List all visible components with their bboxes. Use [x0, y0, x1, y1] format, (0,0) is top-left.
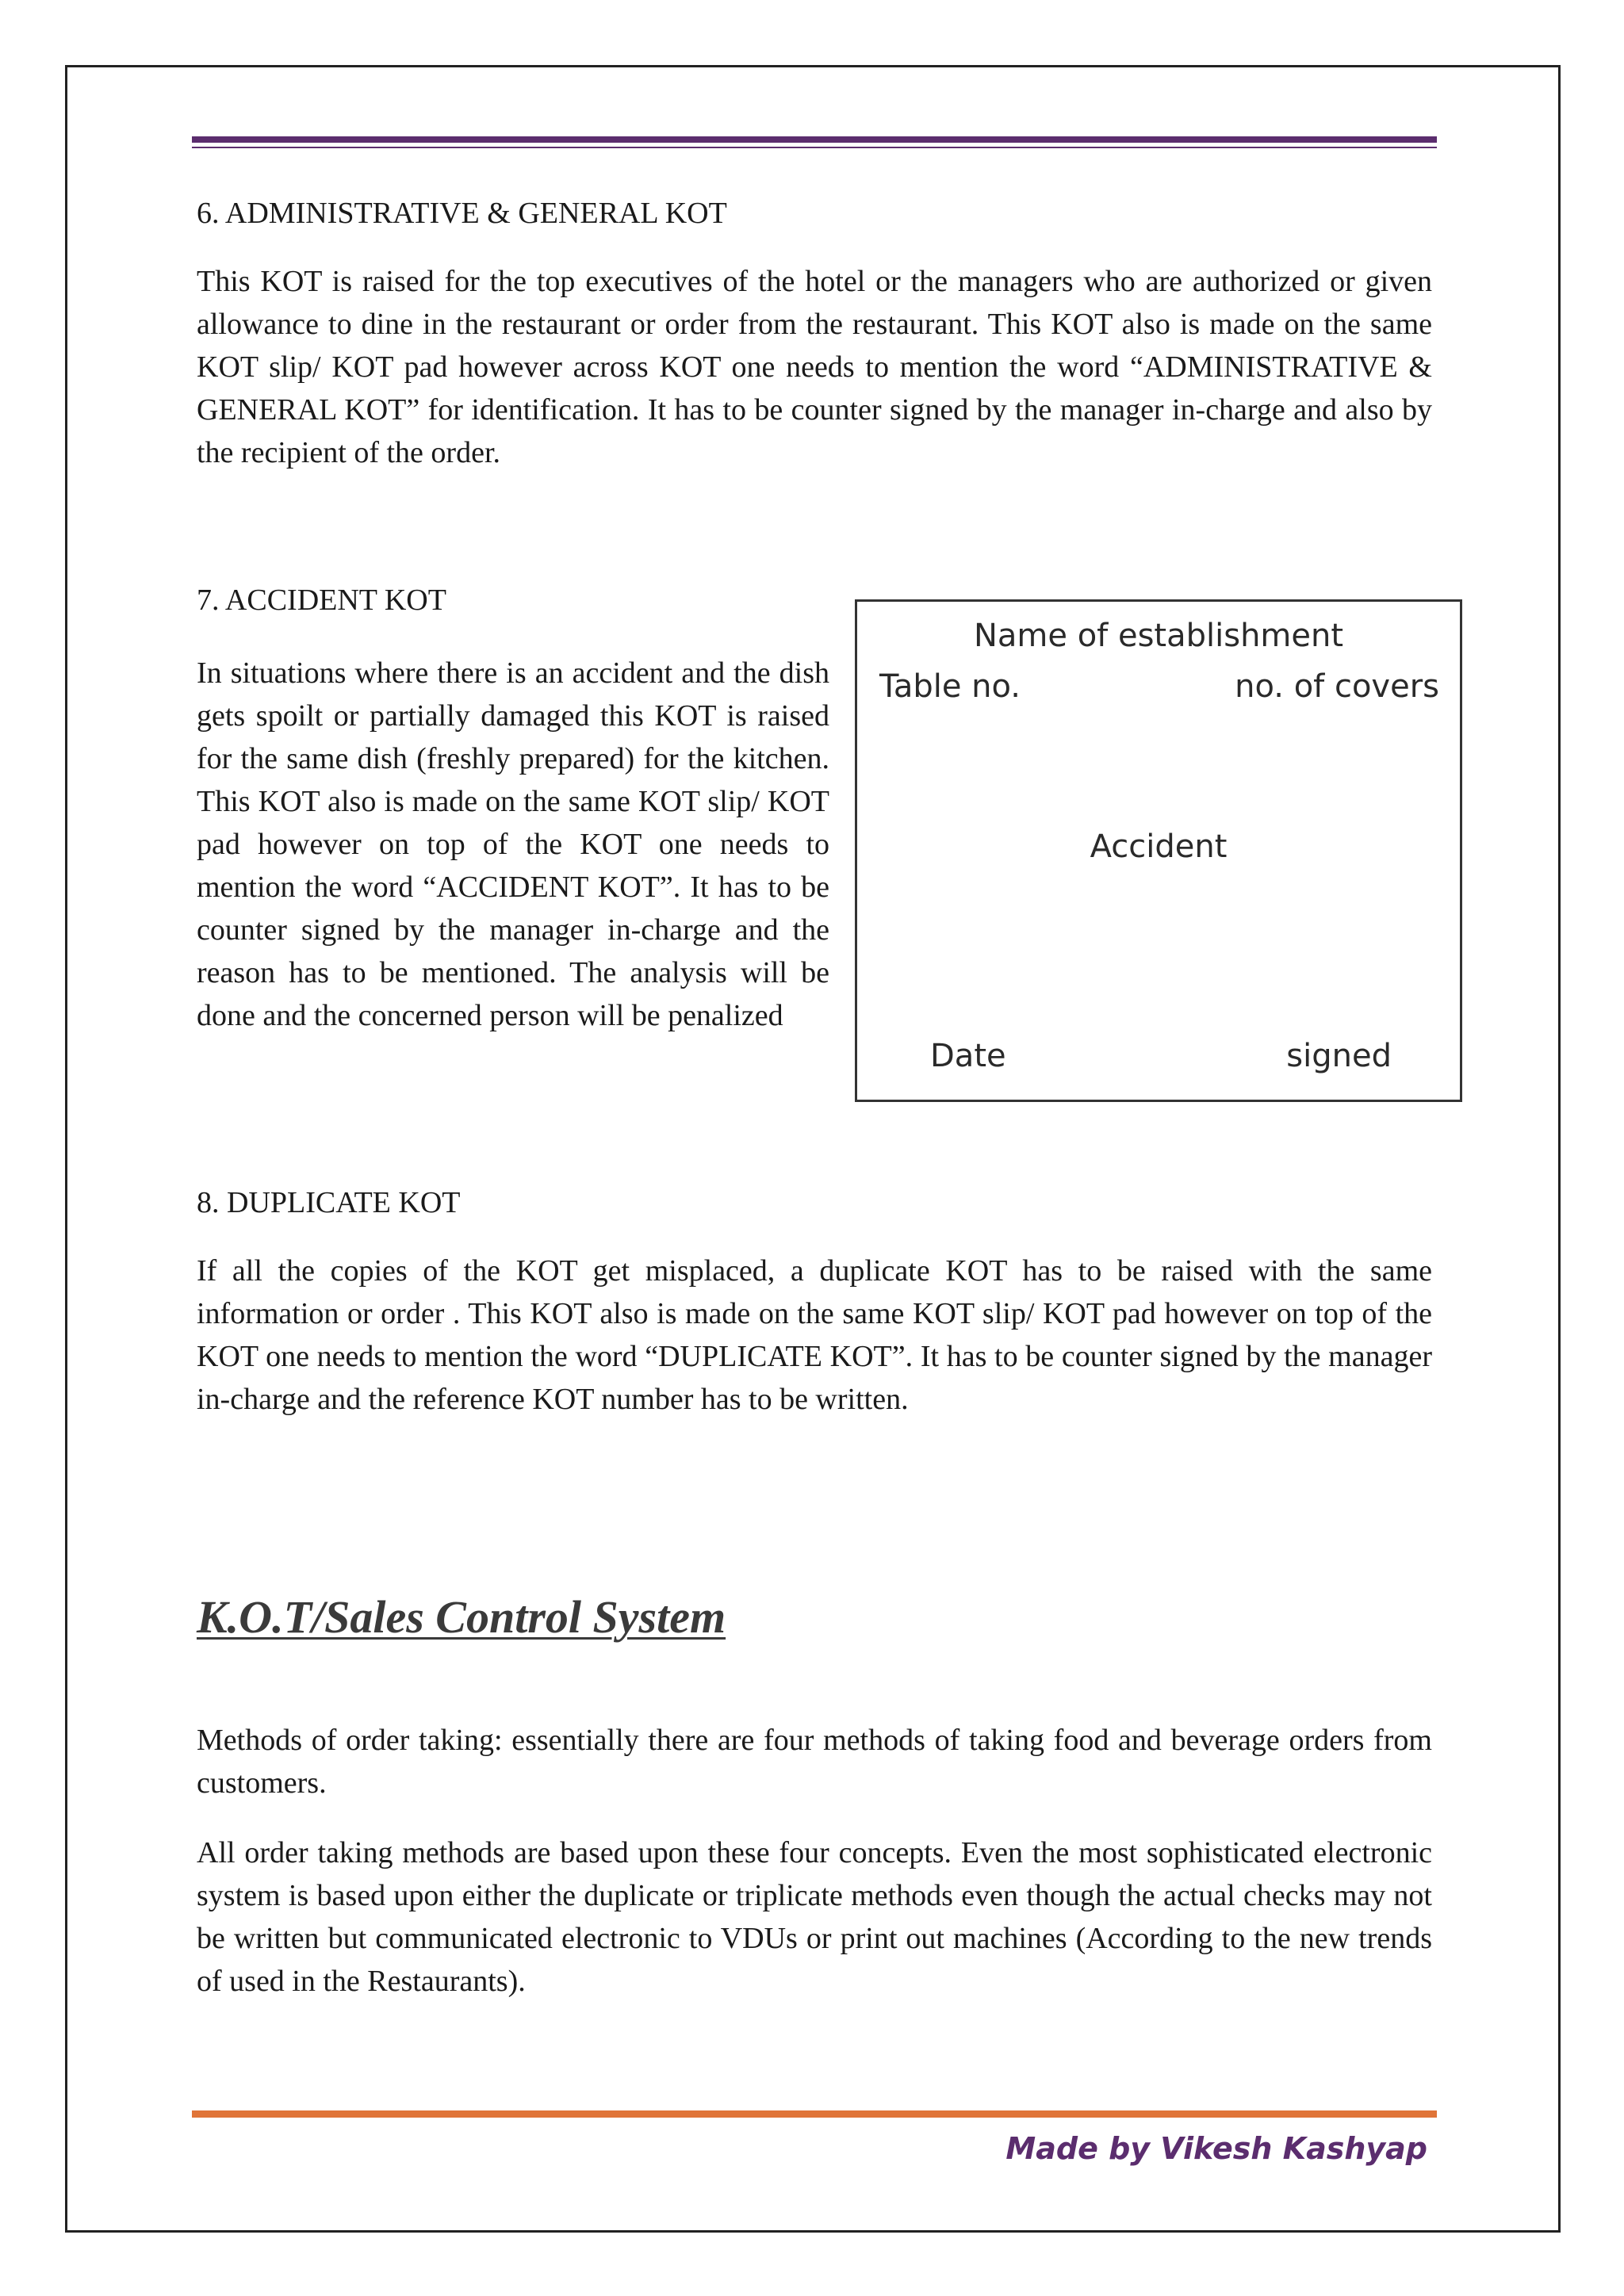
section-body: This KOT is raised for the top executives of the hotel or the managers who are authorized or given allowance to dine in the restaurant or order from the restaurant. This KOT also is made on the same KOT slip/ KOT pad however across KOT one needs to mention the word “ADMINISTRATIVE & GENERAL KOT” for identification. It has to be counter signed by the manager in-charge and also by the recipient of the order. — [197, 265, 1432, 469]
slip-signed: signed — [1286, 1038, 1392, 1074]
footer-credit: Made by Vikesh Kashyap — [1005, 2131, 1427, 2166]
sales-paragraph-2: All order taking methods are based upon these four concepts. Even the most sophisticated electronic system is based upon either the duplicate or triplicate methods even though the actual checks may not be written but communicated electronic to VDUs or print out machines (According to the new trends of used in the Restaurants). — [197, 1836, 1432, 1998]
header-rule-thick — [192, 136, 1437, 143]
slip-no-of-covers: no. of covers — [1235, 668, 1439, 705]
slip-date: Date — [930, 1038, 1006, 1074]
footer-rule — [192, 2110, 1437, 2118]
sales-control-title: K.O.T/Sales Control System — [197, 1591, 726, 1643]
header-rule — [192, 136, 1437, 148]
slip-accident-label: Accident — [1090, 828, 1228, 865]
section-administrative-kot — [197, 192, 1432, 474]
slip-establishment-name: Name of establishment — [973, 618, 1344, 654]
section-heading: 6. ADMINISTRATIVE & GENERAL KOT — [197, 197, 727, 230]
accident-kot-slip-figure — [855, 599, 1462, 1102]
section-sales-control — [197, 1719, 1432, 2003]
header-rule-thin — [192, 147, 1437, 148]
section-duplicate-kot — [197, 1181, 1432, 1421]
section-body: In situations where there is an accident and the dish gets spoilt or partially damaged this KOT is raised for the same dish (freshly prepared) for the kitchen. This KOT also is made on the same KOT slip/ KOT pad however on top of the KOT one needs to mention the word “ACCIDENT KOT”. It has to be counter signed by the manager in-charge and the reason has to be mentioned. The analysis will be done and the concerned person will be penalized — [197, 656, 829, 1032]
section-accident-kot — [197, 579, 829, 1037]
section-heading: 8. DUPLICATE KOT — [197, 1186, 461, 1219]
section-body: If all the copies of the KOT get misplaced, a duplicate KOT has to be raised with the same information or order . This KOT also is made on the same KOT slip/ KOT pad however on top of the KOT one needs to mention the word “DUPLICATE KOT”. It has to be counter signed by the manager in-charge and the reference KOT number has to be written. — [197, 1254, 1432, 1416]
sales-paragraph-1: Methods of order taking: essentially there are four methods of taking food and beverage orders from customers. — [197, 1724, 1432, 1800]
section-heading: 7. ACCIDENT KOT — [197, 584, 446, 617]
slip-table-no: Table no. — [879, 668, 1021, 705]
